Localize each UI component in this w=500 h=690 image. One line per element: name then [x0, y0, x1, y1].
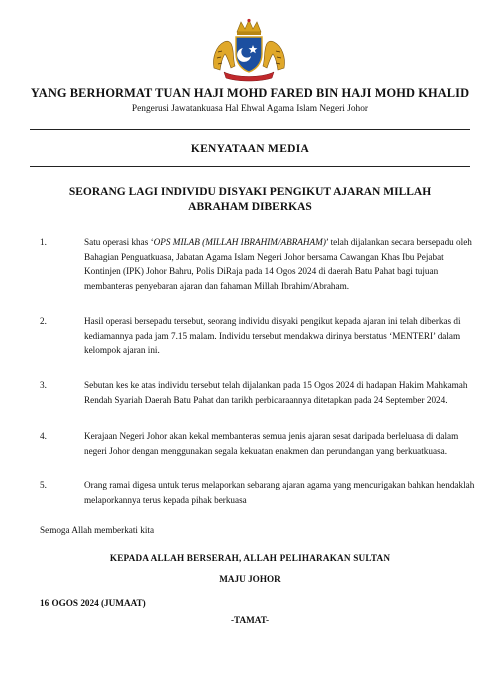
paragraph-text — [84, 314, 498, 358]
paragraph-line: Sebutan kes ke atas individu tersebut telah dijalankan pada 15 Ogos 2024 di hadapan Hakim Mahkamah — [84, 380, 468, 390]
paragraph-line: Kontinjen (IPK) Johor Bahru, Polis DiRaja pada 14 Ogos 2024 di daerah Batu Pahat bagi tujuan — [84, 266, 439, 277]
divider-bottom — [30, 166, 470, 167]
paragraph-text — [84, 378, 498, 407]
document-type: KENYATAAN MEDIA — [190, 143, 310, 155]
paragraph-line: kelompok ajaran ini. — [84, 345, 160, 356]
paragraph-line: kediamannya pada jam 7.15 malam. Individu tersebut mendakwa dirinya berstatus ‘MENTERI’ dalam — [84, 330, 461, 341]
paragraph-line: Kerajaan Negeri Johor akan kekal membanteras semua jenis ajaran sesat daripada berleluasa di dalam — [84, 431, 459, 441]
paragraph-line — [84, 235, 498, 250]
state-motto-line-1: KEPADA ALLAH BERSERAH, ALLAH PELIHARAKAN SULTAN — [109, 553, 391, 563]
paragraph-line: Rendah Syariah Daerah Batu Pahat dan tarikh perbicaraannya ditetapkan pada 24 September 2024. — [84, 394, 448, 405]
officer-position: Pengerusi Jawatankuasa Hal Ehwal Agama Islam Negeri Johor — [131, 104, 369, 114]
paragraph-line: melaporkannya terus kepada pihak berkuasa — [84, 494, 247, 505]
paragraph-text — [84, 429, 498, 458]
paragraph-line: negeri Johor dengan menggunakan segala kekuatan enakmen dan perundangan yang berkuatkuasa. — [84, 445, 448, 456]
paragraph-number: 3. — [40, 380, 47, 390]
paragraph-line: Hasil operasi bersepadu tersebut, seorang individu disyaki pengikut kepada ajaran ini telah diberkas di — [84, 316, 461, 326]
paragraph-line: Bahagian Penguatkuasa, Jabatan Agama Islam Negeri Johor bersama Cawangan Khas Ibu Pejabat — [84, 251, 444, 262]
release-date: 16 OGOS 2024 (JUMAAT) — [40, 598, 146, 608]
paragraph-text — [84, 478, 498, 507]
paragraph-number: 4. — [40, 431, 47, 441]
paragraph-text-fragment: Satu operasi khas ‘ — [84, 237, 154, 247]
headline-line-1: SEORANG LAGI INDIVIDU DISYAKI PENGIKUT AJARAN MILLAH — [68, 186, 432, 198]
paragraph-text — [84, 235, 498, 293]
officer-title: YANG BERHORMAT TUAN HAJI MOHD FARED BIN HAJI MOHD KHALID — [30, 86, 470, 100]
end-mark: -TAMAT- — [230, 615, 270, 625]
closing-blessing: Semoga Allah memberkati kita — [40, 525, 155, 535]
divider-top — [30, 129, 470, 130]
paragraph-number: 2. — [40, 316, 47, 326]
headline — [0, 185, 500, 215]
paragraph-number: 1. — [40, 237, 47, 247]
headline-line-2: ABRAHAM DIBERKAS — [188, 201, 312, 213]
state-motto-line-2: MAJU JOHOR — [219, 574, 281, 584]
operation-name: OPS MILAB (MILLAH IBRAHIM/ABRAHAM) — [153, 237, 326, 247]
johor-state-crest-icon — [206, 18, 292, 82]
paragraph-text-fragment: ’ telah dijalankan secara bersepadu oleh — [325, 237, 472, 247]
paragraph-number: 5. — [40, 480, 47, 490]
paragraph-line: Orang ramai digesa untuk terus melaporkan sebarang ajaran agama yang mencurigakan bahkan hendaklah — [84, 480, 475, 490]
paragraph-line: membanteras penyebaran ajaran dan fahaman Millah Ibrahim/Abraham. — [84, 280, 350, 291]
